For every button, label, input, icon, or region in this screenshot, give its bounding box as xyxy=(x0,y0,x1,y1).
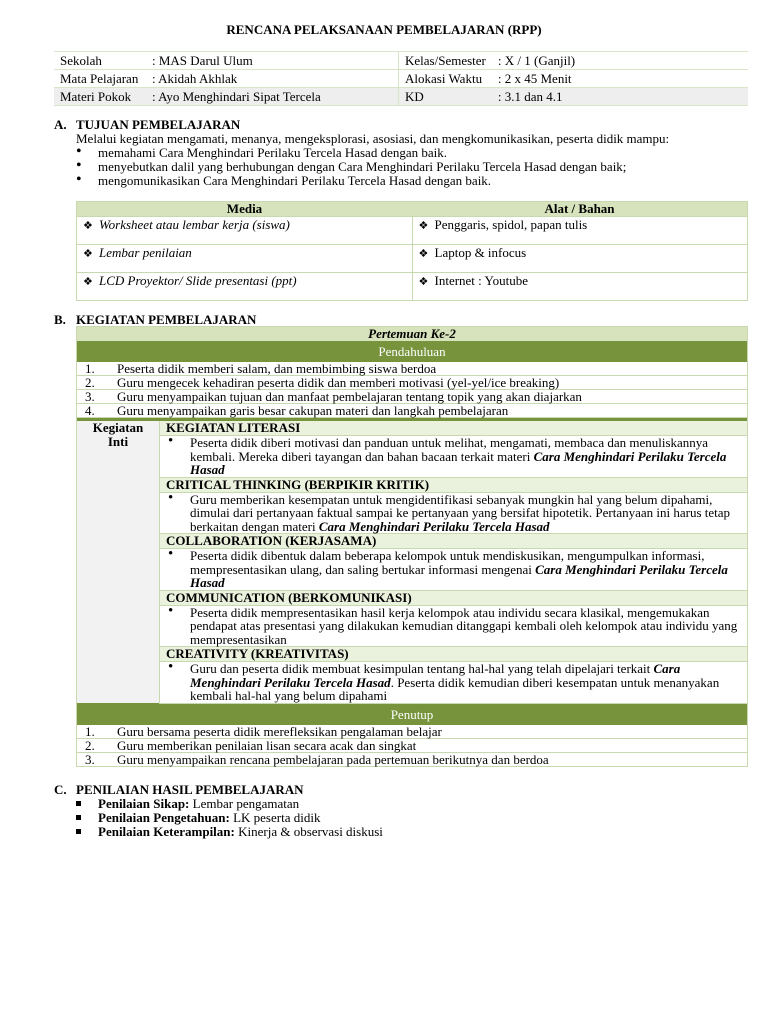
alat-item: ❖ Penggaris, spidol, papan tulis xyxy=(412,217,748,245)
alokasi-value: : 2 x 45 Menit xyxy=(492,70,748,88)
communication-heading: COMMUNICATION (BERKOMUNIKASI) xyxy=(160,590,748,605)
alokasi-label: Alokasi Waktu xyxy=(399,70,492,88)
rpp-page: RENCANA PELAKSANAAN PEMBELAJARAN (RPP) Sekolah : MAS Darul Ulum Kelas/Semester : X / 1 (Ganjil) Mata Pelajaran : Akidah Akhlak Alokasi Waktu : 2 x 45 Menit Materi Pokok : Ayo Menghindari Sipat Tercela KD : 3.1 dan 4.1 A. TUJUAN PEMBELAJARAN Melalui kegiatan mengamati, menanya, mengeksplorasi, asosiasi, dan mengkomunikasikan, peserta didik mampu: • memahami Cara Menghindari Perilaku Tercela Hasad dengan baik. • menyebutkan dalil yang berhubungan dengan Cara Menghindari Perilaku Tercela Hasad dengan baik; • mengomunikasikan Cara Menghindari Perilaku Tercela Hasad dengan baik. Media Alat / Bahan ❖ Worksheet atau lembar kerja (siswa) ❖ Penggaris, spidol, papan tulis ❖ Lembar penilaian ❖ Laptop & infocus ❖ LCD Proyektor/ Slide presentasi (ppt) ❖ Internet : Youtube B. KEGIATAN PEMBELAJARAN Pertemuan Ke-2 Pendahuluan 1. Peserta didik memberi salam, dan membimbing siswa berdoa 2. Guru mengecek kehadiran peserta didik dan memberi motivasi (yel-yel/ice breaking) 3. Guru menyampaikan tujuan dan manfaat pembelajaran tentang topik yang akan diajarkan 4. Guru menyampaikan garis besar cakupan materi dan langkah pembelajaran Kegiatan Inti KEGIATAN LITERASI • Peserta didik diberi motivasi dan panduan untuk melihat, mengamati, membaca dan menuliskannya kembali. Mereka diberi tayangan dan bahan bacaan terkait materi Cara Menghindari Perilaku Tercela Hasad CRITICAL THINKING (BERPIKIR KRITIK) • Guru memberikan kesempatan untuk mengidentifikasi sebanyak mungkin hal yang belum dipahami, dimulai dari pertanyaan faktual sampai ke pertanyaan yang bersifat hipotetik. Pertanyaan ini harus tetap berkaitan dengan materi Cara Menghindari Perilaku Tercela Hasad COLLABORATION (KERJASAMA) • Peserta didik dibentuk dalam beberapa kelompok untuk mendiskusikan, mengumpulkan informasi, mempresentasikan ulang, dan saling bertukar informasi mengenai Cara Menghindari Perilaku Tercela Hasad COMMUNICATION (BERKOMUNIKASI) • Peserta didik mempresentasikan hasil kerja kelompok atau individu secara klasikal, mengemukakan pendapat atas presentasi yang dilakukan kemudian ditanggapi kembali oleh kelompok atau individu yang mempresentasikan CREATIVITY (KREATIVITAS) • Guru dan peserta didik membuat kesimpulan tentang hal-hal yang telah dipelajari terkait Cara Menghindari Perilaku Tercela Hasad. Peserta didik kemudian diberi kesempatan untuk menanyakan kembali hal-hal yang belum dipahami Penutup 1. Guru bersama peserta didik merefleksikan pengalaman belajar 2. Guru memberikan penilaian lisan secara acak dan singkat 3. Guru menyampaikan rencana pembelajaran pada pertemuan berikutnya dan berdoa C. PENILAIAN HASIL PEMBELAJARAN Penilaian Sikap: Lembar pengamatan Penilaian Pengetahuan: LK peserta didik Penilaian Keterampilan: Kinerja & observasi diskusi xyxy=(0,0,768,1024)
pendahuluan-item: 2. Guru mengecek kehadiran peserta didik dan memberi motivasi (yel-yel/ice breaking) xyxy=(77,376,748,390)
bullet-icon: • xyxy=(168,489,174,506)
identity-table xyxy=(54,51,748,106)
mapel-value: : Akidah Akhlak xyxy=(146,70,399,88)
section-b-number: B. xyxy=(54,312,66,327)
media-table xyxy=(76,201,748,301)
media-item: ❖ Worksheet atau lembar kerja (siswa) xyxy=(77,217,413,245)
square-bullet-icon xyxy=(76,829,81,834)
sekolah-value: : MAS Darul Ulum xyxy=(146,52,399,70)
bullet-icon: • xyxy=(168,546,174,562)
kd-label: KD xyxy=(399,88,492,106)
diamond-bullet-icon: ❖ xyxy=(83,220,93,232)
critical-body: • Guru memberikan kesempatan untuk mengidentifikasi sebanyak mungkin hal yang belum dipahami, dimulai dari pertanyaan faktual sampai ke pertanyaan yang bersifat hipotetik. Pertanyaan ini harus tetap berkaitan dengan materi Cara Menghindari Perilaku Tercela Hasad xyxy=(160,492,748,534)
alat-header: Alat / Bahan xyxy=(412,202,748,217)
diamond-bullet-icon: ❖ xyxy=(418,220,429,232)
tujuan-intro: Melalui kegiatan mengamati, menanya, mengeksplorasi, asosiasi, dan mengkomunikasikan, peserta didik mampu: xyxy=(76,131,670,146)
kegiatan-inti-label: Kegiatan Inti xyxy=(77,421,160,703)
kegiatan-table xyxy=(76,326,748,767)
penutup-band: Penutup xyxy=(77,703,748,725)
media-header: Media xyxy=(77,202,413,217)
bullet-icon: • xyxy=(76,157,82,174)
sekolah-label: Sekolah xyxy=(54,52,146,70)
alat-item: ❖ Internet : Youtube xyxy=(412,273,748,301)
bullet-icon: • xyxy=(76,171,82,188)
bullet-icon: • xyxy=(76,143,82,160)
mapel-label: Mata Pelajaran xyxy=(54,70,146,88)
section-a-title: TUJUAN PEMBELAJARAN xyxy=(76,117,241,132)
communication-body: • Peserta didik mempresentasikan hasil kerja kelompok atau individu secara klasikal, mengemukakan pendapat atas presentasi yang dilakukan kemudian ditanggapi kembali oleh kelompok atau individu yang mempresentasikan xyxy=(160,605,748,647)
kelas-value: : X / 1 (Ganjil) xyxy=(492,52,748,70)
collaboration-body: • Peserta didik dibentuk dalam beberapa kelompok untuk mendiskusikan, mengumpulkan informasi, mempresentasikan ulang, dan saling bertukar informasi mengenai Cara Menghindari Perilaku Tercela Hasad xyxy=(160,549,748,591)
creativity-body: • Guru dan peserta didik membuat kesimpulan tentang hal-hal yang telah dipelajari terkait Cara Menghindari Perilaku Tercela Hasad. Peserta didik kemudian diberi kesempatan untuk menanyakan kembali hal-hal yang belum dipahami xyxy=(160,662,748,704)
pendahuluan-item: 1. Peserta didik memberi salam, dan membimbing siswa berdoa xyxy=(77,362,748,376)
literasi-body: • Peserta didik diberi motivasi dan panduan untuk melihat, mengamati, membaca dan menuliskannya kembali. Mereka diberi tayangan dan bahan bacaan terkait materi Cara Menghindari Perilaku Tercela Hasad xyxy=(160,436,748,478)
materi-value: : Ayo Menghindari Sipat Tercela xyxy=(146,88,399,106)
pertemuan-band: Pertemuan Ke-2 xyxy=(77,327,748,342)
collaboration-heading: COLLABORATION (KERJASAMA) xyxy=(160,534,748,549)
bullet-icon: • xyxy=(168,602,174,619)
kelas-label: Kelas/Semester xyxy=(399,52,492,70)
pendahuluan-item: 3. Guru menyampaikan tujuan dan manfaat pembelajaran tentang topik yang akan diajarkan xyxy=(77,390,748,404)
diamond-bullet-icon: ❖ xyxy=(418,276,429,288)
square-bullet-icon xyxy=(76,801,81,806)
pendahuluan-item: 4. Guru menyampaikan garis besar cakupan materi dan langkah pembelajaran xyxy=(77,404,748,418)
penutup-item: 2. Guru memberikan penilaian lisan secara acak dan singkat xyxy=(77,738,748,752)
penutup-item: 3. Guru menyampaikan rencana pembelajaran pada pertemuan berikutnya dan berdoa xyxy=(77,752,748,766)
kd-value: : 3.1 dan 4.1 xyxy=(492,88,748,106)
section-c-title: PENILAIAN HASIL PEMBELAJARAN xyxy=(76,782,304,797)
media-item: ❖ Lembar penilaian xyxy=(77,245,413,273)
section-c-number: C. xyxy=(54,782,67,797)
section-a-number: A. xyxy=(54,117,67,132)
section-b-title: KEGIATAN PEMBELAJARAN xyxy=(76,312,257,327)
diamond-bullet-icon: ❖ xyxy=(83,276,93,288)
bullet-icon: • xyxy=(168,433,174,449)
bullet-icon: • xyxy=(168,659,174,675)
literasi-heading: KEGIATAN LITERASI xyxy=(160,421,748,436)
diamond-bullet-icon: ❖ xyxy=(418,248,429,260)
media-item: ❖ LCD Proyektor/ Slide presentasi (ppt) xyxy=(77,273,413,301)
pendahuluan-band: Pendahuluan xyxy=(77,341,748,362)
document-title: RENCANA PELAKSANAAN PEMBELAJARAN (RPP) xyxy=(226,22,542,37)
creativity-heading: CREATIVITY (KREATIVITAS) xyxy=(160,647,748,662)
materi-label: Materi Pokok xyxy=(54,88,146,106)
critical-heading: CRITICAL THINKING (BERPIKIR KRITIK) xyxy=(160,477,748,492)
penutup-item: 1. Guru bersama peserta didik merefleksikan pengalaman belajar xyxy=(77,725,748,739)
alat-item: ❖ Laptop & infocus xyxy=(412,245,748,273)
diamond-bullet-icon: ❖ xyxy=(83,248,93,260)
square-bullet-icon xyxy=(76,815,81,820)
